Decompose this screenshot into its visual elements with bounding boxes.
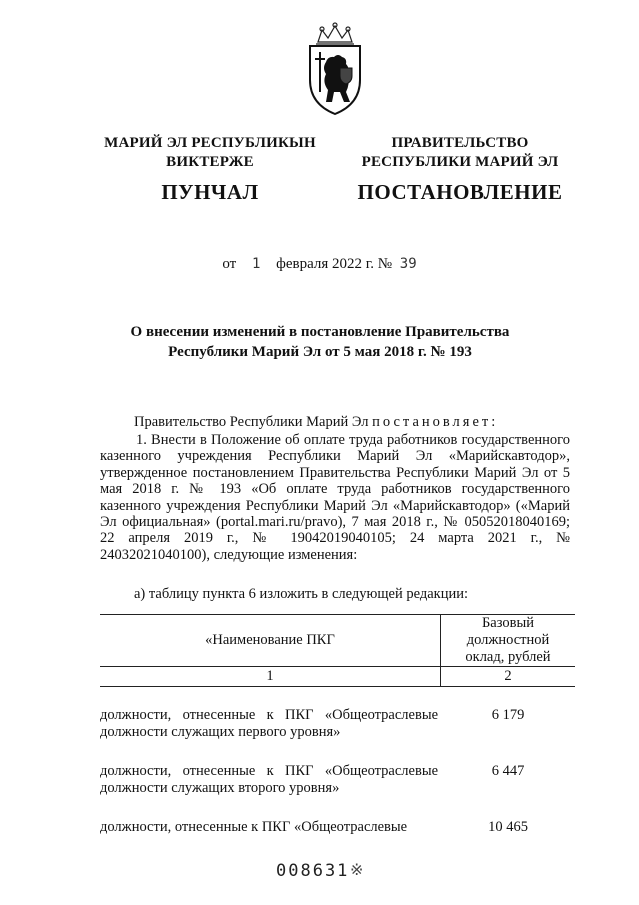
header-left-line-1: МАРИЙ ЭЛ РЕСПУБЛИКЫН: [104, 135, 316, 151]
salary-header-line-3: оклад, рублей: [465, 649, 551, 665]
intro-paragraph: [134, 414, 574, 430]
main-paragraph-text: 1. Внести в Положение об оплате труда работников государственного казенного учреждения Республики Марий Эл «Марийскавтодор», утвержденное постановлением Правительства Республики Марий Эл от 5 мая 2018 г. № 193 «Об оплате труда работников государственного казенного учреждения Республики Марий Эл «Марийскавтодор» («Марий Эл официальная» (portal.mari.ru/pravo), 7 мая 2018 г., № 05052018040169; 22 апреля 2019 г., № 19042019040105; 24 марта 2021 г., № 24032021040100), следующие изменения:: [100, 432, 570, 563]
ornament-icon: ※: [350, 862, 364, 879]
table-header-salary: [442, 615, 574, 666]
table-header-border: [100, 666, 575, 667]
date-prefix: от: [222, 256, 237, 272]
table-row-value: 6 447: [491, 763, 525, 779]
header-left-line-2: ВИКТЕРЖЕ: [166, 154, 254, 170]
header-right-doc-type: ПОСТАНОВЛЕНИЕ: [357, 180, 563, 204]
intro-prefix: Правительство Республики Марий Эл: [134, 414, 373, 430]
table-row-name: должности, отнесенные к ПКГ «Общеотраслевые: [100, 819, 408, 835]
document-title: [100, 322, 540, 362]
date-line: [0, 256, 639, 273]
salary-header-line-2: должностной: [466, 632, 550, 648]
date-rest: февраля 2022 г. №: [276, 256, 393, 272]
header-right-line-2: РЕСПУБЛИКИ МАРИЙ ЭЛ: [361, 154, 559, 170]
table-row-value: 6 179: [491, 707, 525, 723]
date-day: 1: [251, 256, 261, 272]
table-column-number-2: 2: [504, 668, 512, 684]
intro-spaced-word: постановляет:: [372, 414, 499, 430]
table-row-name: должности, отнесенные к ПКГ «Общеотраслевые должности служащих первого уровня»: [100, 707, 438, 740]
table-header-name: «Наименование ПКГ: [205, 632, 335, 648]
header-right-line-1: ПРАВИТЕЛЬСТВО: [391, 135, 529, 151]
title-line-1: О внесении изменений в постановление Правительства: [130, 324, 510, 340]
header-left-doc-type: ПУНЧАЛ: [161, 180, 259, 204]
main-paragraph: [100, 432, 570, 563]
table-row-value: 10 465: [488, 819, 528, 835]
table-column-number-1: 1: [266, 668, 274, 684]
table-row-name: должности, отнесенные к ПКГ «Общеотраслевые должности служащих второго уровня»: [100, 763, 438, 796]
table-column-divider: [440, 614, 441, 686]
sub-item-a: а) таблицу пункта 6 изложить в следующей редакции:: [134, 586, 469, 602]
table-number-row-border: [100, 686, 575, 687]
coat-of-arms-icon: [300, 22, 370, 116]
salary-header-line-1: Базовый: [481, 615, 534, 631]
title-line-2: Республики Марий Эл от 5 мая 2018 г. № 193: [168, 344, 472, 360]
document-number: 39: [399, 256, 417, 272]
serial-number: 008631: [276, 861, 350, 881]
